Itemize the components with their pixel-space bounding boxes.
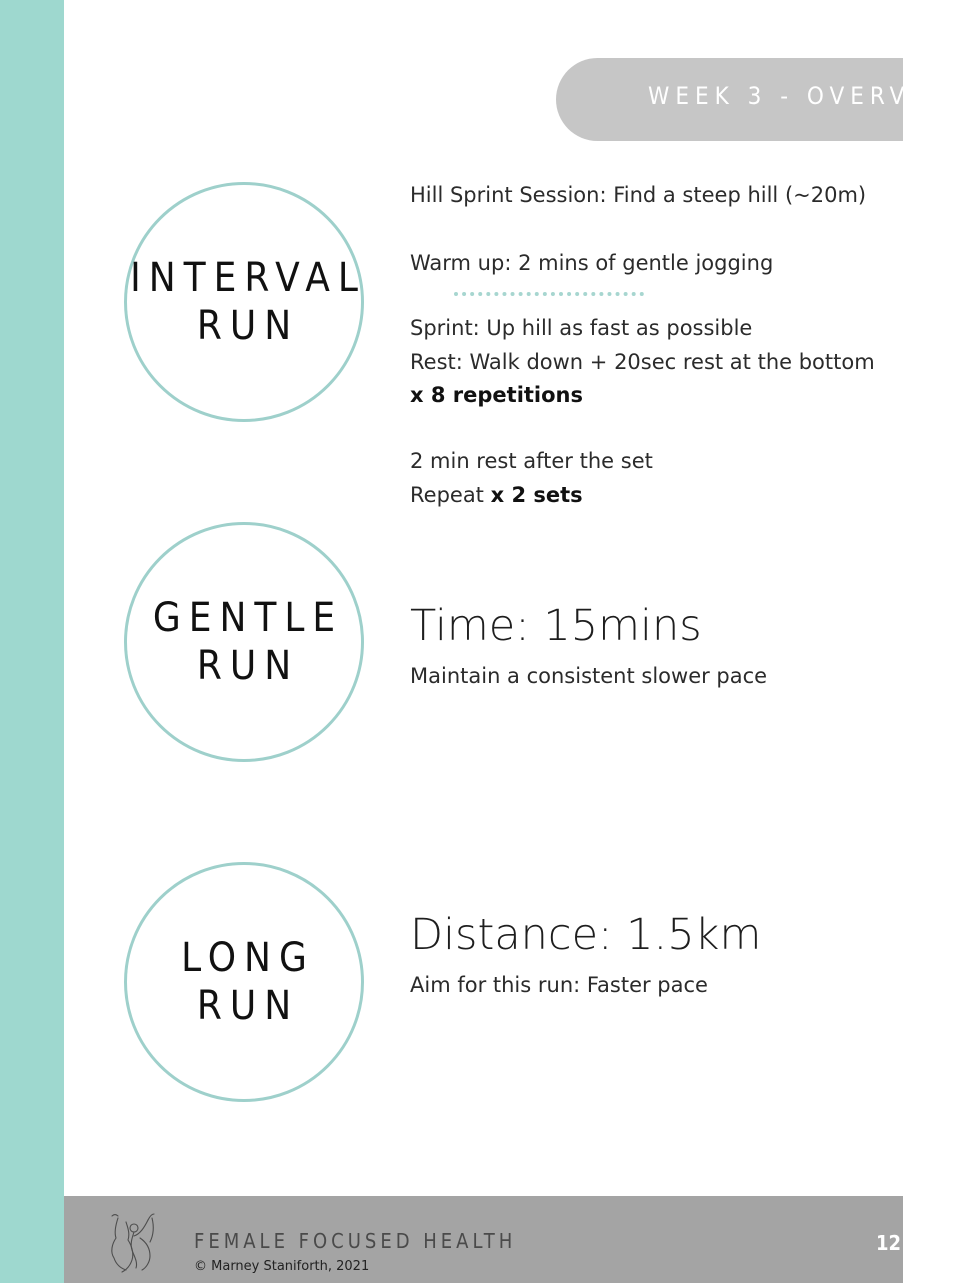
interval-repeat-row (410, 478, 583, 512)
week-overview-label: WEEK 3 - OVERVIEW (648, 82, 970, 110)
gentle-run-circle (124, 522, 364, 762)
interval-set-rest-text: 2 min rest after the set (410, 449, 653, 473)
interval-repeat-sets: x 2 sets (490, 483, 583, 507)
interval-repetitions-row (410, 378, 583, 412)
long-run-circle (124, 862, 364, 1102)
runner-figures-logo-icon (104, 1208, 164, 1274)
long-run-title-line1: LONG (181, 935, 315, 981)
interval-run-title-line1: INTERVAL (130, 255, 366, 301)
long-run-title-line2: RUN (196, 983, 300, 1029)
long-run-detail: Aim for this run: Faster pace (410, 973, 708, 997)
interval-run-circle (124, 182, 364, 422)
page-number: 12 (876, 1231, 902, 1255)
week-overview-tab (556, 58, 970, 141)
gentle-run-detail: Maintain a consistent slower pace (410, 664, 768, 688)
interval-session-description: Hill Sprint Session: Find a steep hill (~20m) (410, 183, 867, 207)
interval-repetitions-text: x 8 repetitions (410, 383, 584, 407)
dotted-divider (454, 292, 644, 296)
gentle-run-headline: Time: 15mins (410, 601, 702, 651)
long-run-headline: Distance: 1.5km (410, 910, 762, 960)
footer-copyright: © Marney Staniforth, 2021 (194, 1259, 370, 1274)
interval-warmup-text: Warm up: 2 mins of gentle jogging (410, 251, 774, 275)
footer-brand-name: FEMALE FOCUSED HEALTH (194, 1229, 517, 1253)
interval-sprint-text: Sprint: Up hill as fast as possible (410, 316, 753, 340)
side-accent-stripe (0, 0, 64, 1283)
gentle-run-title-line1: GENTLE (152, 595, 344, 641)
interval-run-title-line2: RUN (196, 303, 300, 349)
interval-rest-text: Rest: Walk down + 20sec rest at the bottom (410, 350, 875, 374)
gentle-run-title-line2: RUN (196, 643, 300, 689)
interval-repeat-prefix: Repeat (410, 483, 491, 507)
